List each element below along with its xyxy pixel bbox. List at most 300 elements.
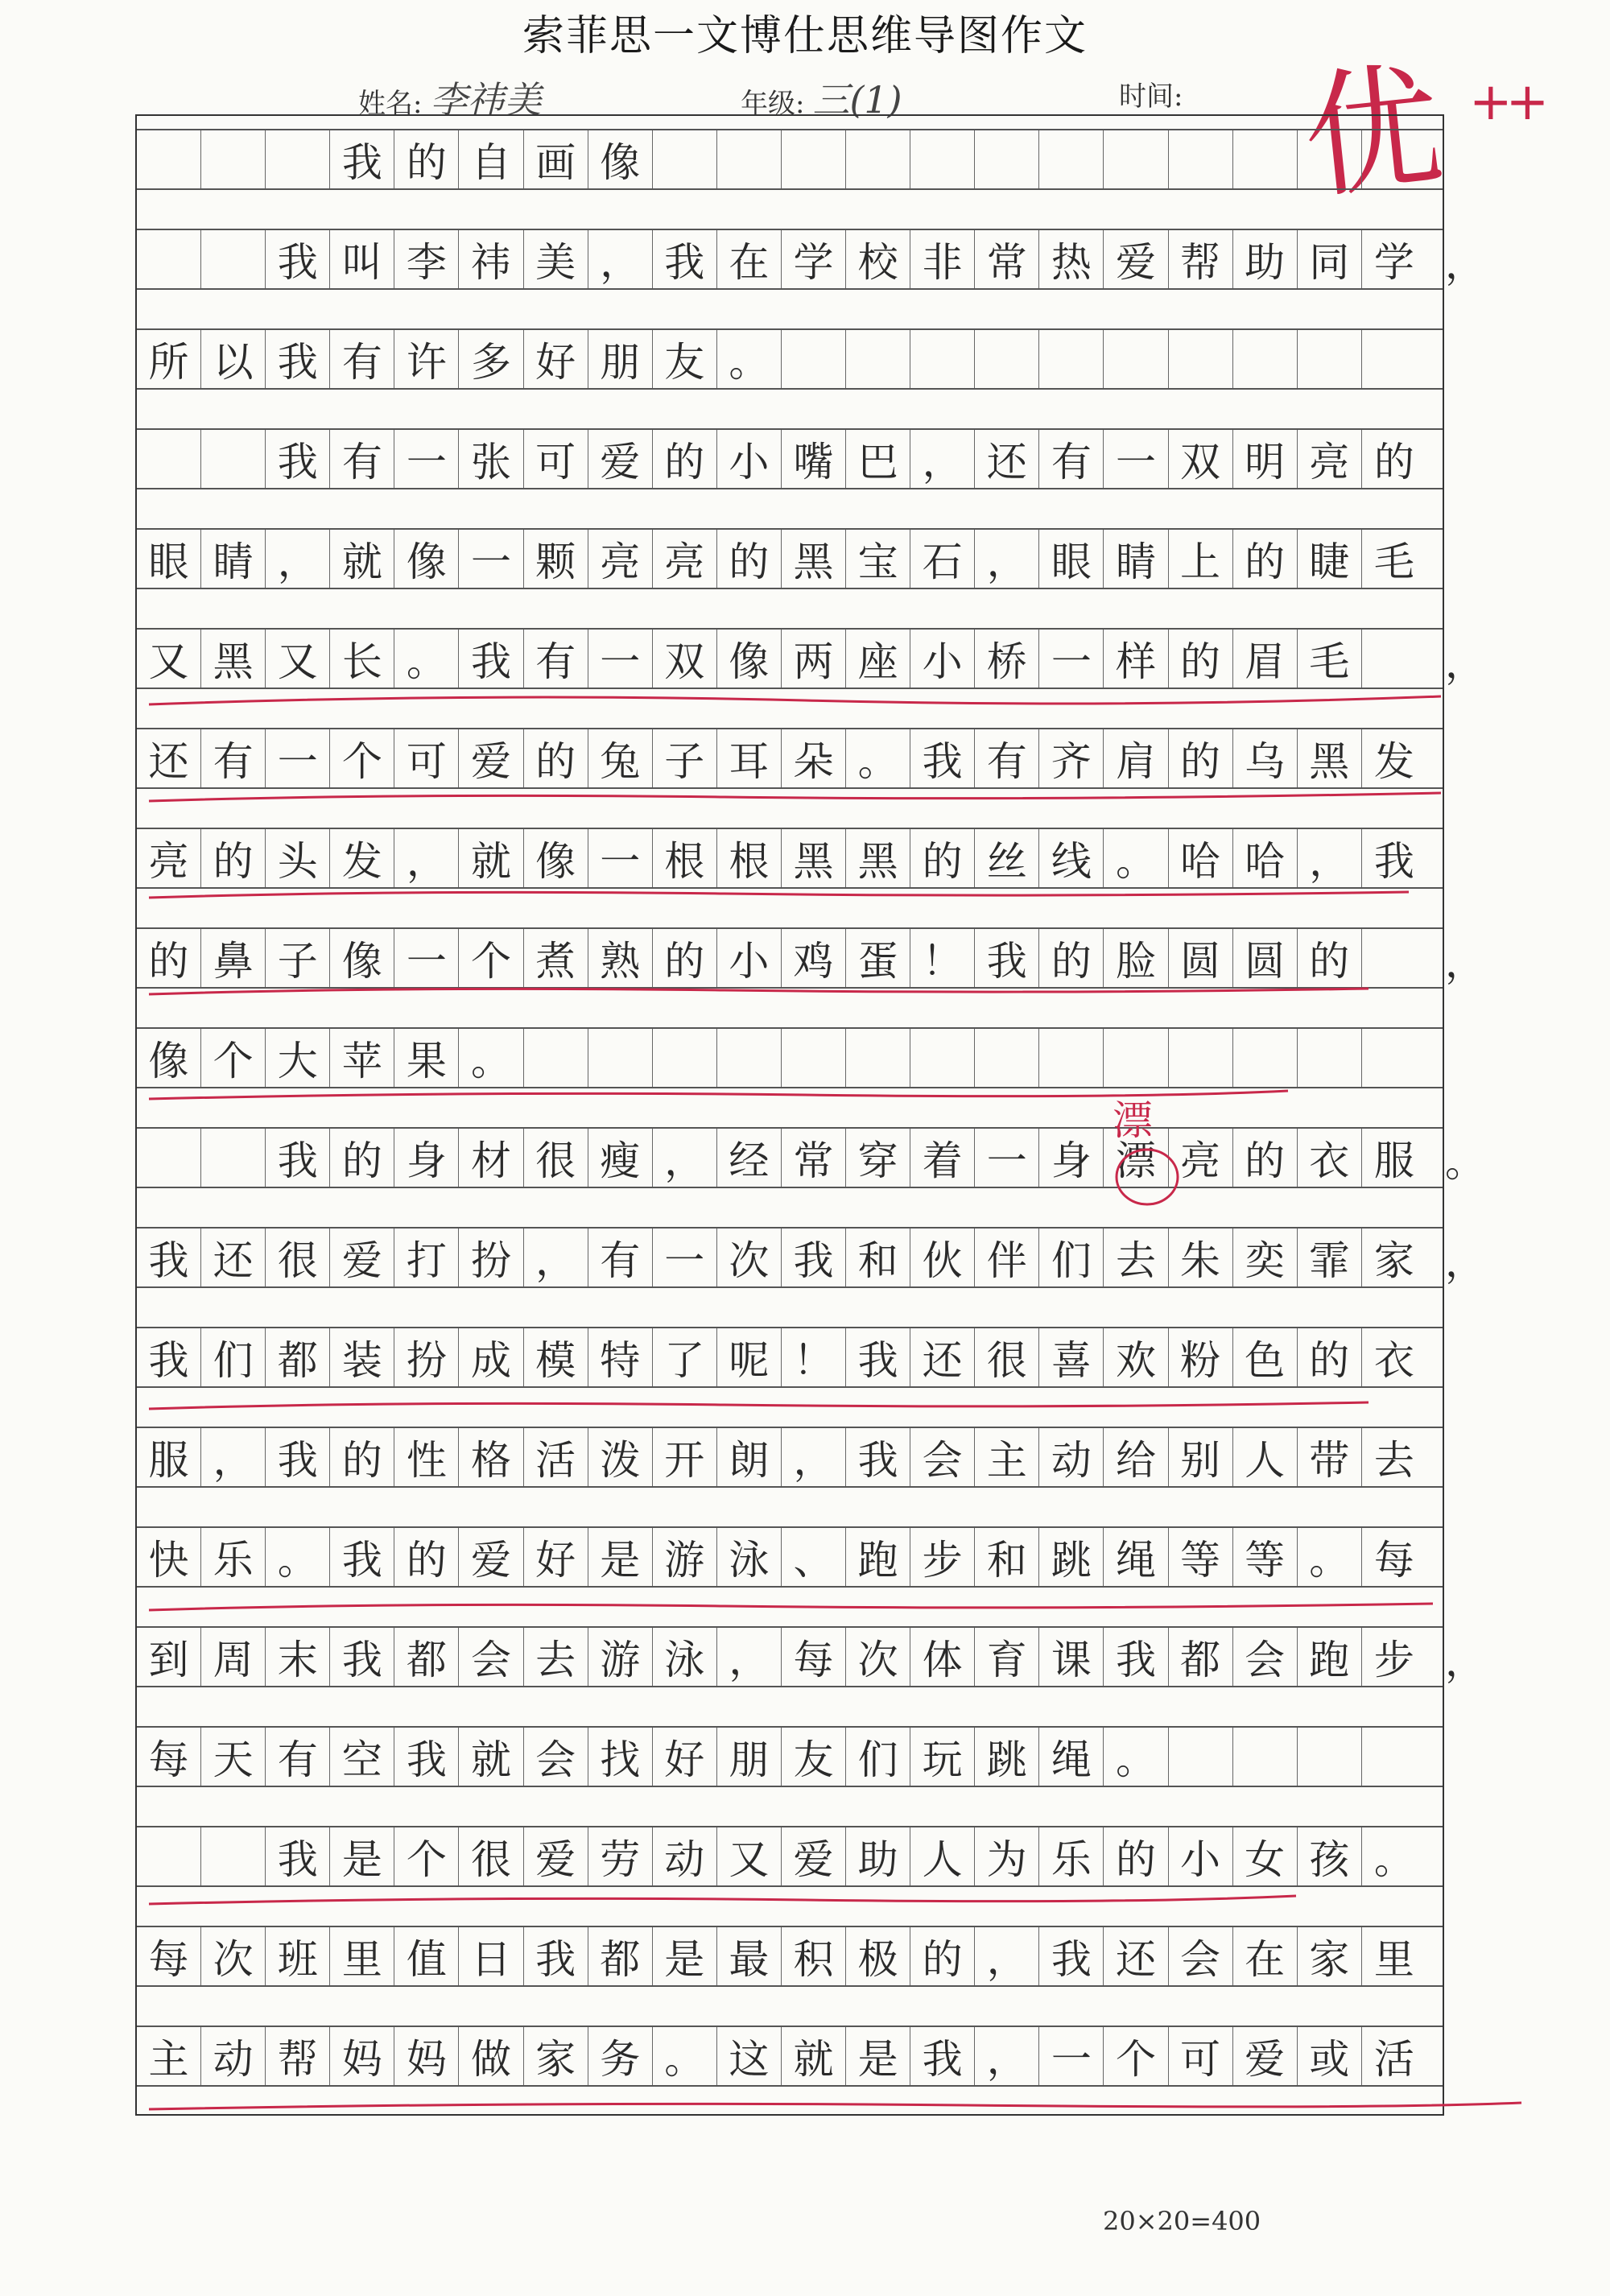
grid-cell: 的 [910,829,975,887]
grid-cell: 黑 [201,630,266,688]
grade-value: 三(1) [812,78,902,122]
correction-note: 漂 [1113,1097,1153,1144]
grid-cell [137,1129,201,1187]
grid-cell: 很 [459,1827,523,1885]
grid-cell: 的 [201,829,266,887]
grid-cell: 根 [653,829,717,887]
grid-cell: 眼 [1039,530,1104,588]
grid-cell: 主 [975,1428,1039,1486]
grid-spec-footer: 20×20=400 [1103,2206,1261,2236]
grid-cell [975,1029,1039,1087]
grid-cell: 的 [1039,929,1104,987]
grid-cell: 自 [459,130,523,188]
grid-cell: 苹 [330,1029,394,1087]
grid-cell: 一 [975,1129,1039,1187]
grid-cell: 我 [782,1229,846,1286]
grid-cell: 我 [137,1328,201,1386]
grid-row [137,1127,1443,1188]
grid-cell: 。 [266,1528,330,1586]
grid-cell: 亮 [1169,1129,1233,1187]
grid-cell: 我 [1104,1628,1168,1686]
grid-cell [975,130,1039,188]
grid-cell: 毛 [1373,539,1414,585]
grid-cell: 学 [782,230,846,288]
grid-cell: 朋 [588,330,653,388]
grid-cell: 都 [1169,1628,1233,1686]
grid-cell: 就 [459,829,523,887]
grid-cell: 上 [1169,530,1233,588]
grid-cell: 我 [394,1728,459,1786]
grid-cell: 课 [1039,1628,1104,1686]
grid-cell: 我 [459,630,523,688]
grid-cell: ， [782,1428,846,1486]
grid-cell: 。 [1373,1836,1414,1883]
grid-cell: 绳 [1104,1528,1168,1586]
grid-cell: 找 [588,1728,653,1786]
grid-cell: 亮 [1298,430,1362,488]
grid-cell [1039,130,1104,188]
grid-row [137,828,1443,889]
grid-cell: 兔 [588,729,653,787]
grid-cell: 泳 [717,1528,782,1586]
grid-cell: 的 [653,929,717,987]
grid-cell: 最 [717,1927,782,1985]
time-label: 时间: [1119,81,1183,113]
grid-cell [717,130,782,188]
grid-cell: 眼 [137,530,201,588]
grid-cell: 长 [330,630,394,688]
grid-cell: 。 [846,729,910,787]
grid-cell: 睫 [1298,530,1362,588]
grid-cell: 是 [846,2027,910,2085]
name-value: 李祎美 [430,78,542,122]
grid-cell: 色 [1233,1328,1298,1386]
grid-cell: 果 [394,1029,459,1087]
grid-cell: 个 [201,1029,266,1087]
grid-row [137,1427,1443,1488]
grid-row [137,1626,1443,1687]
grid-cell: 为 [975,1827,1039,1885]
grid-cell: 爱 [459,729,523,787]
grid-cell: 的 [1169,630,1233,688]
grid-cell [1298,130,1362,188]
overflow-punctuation: ， [1445,939,1485,986]
grid-cell: 人 [910,1827,975,1885]
grid-cell: 一 [653,1229,717,1286]
grid-cell: 好 [653,1728,717,1786]
grid-cell: 去 [1373,1437,1414,1484]
grid-cell: 叫 [330,230,394,288]
grid-cell: 材 [459,1129,523,1187]
grid-cell: 爱 [1104,230,1168,288]
grid-cell: 帮 [1169,230,1233,288]
grid-cell: 常 [975,230,1039,288]
grid-row [137,1227,1443,1288]
grid-cell [201,230,266,288]
grid-cell: 耳 [717,729,782,787]
grid-cell: 像 [137,1029,201,1087]
grid-cell: ， [975,1927,1039,1985]
grid-cell: 去 [1104,1229,1168,1286]
grid-cell: 头 [266,829,330,887]
grid-cell: 像 [588,130,653,188]
grid-cell: 美 [524,230,588,288]
grid-cell: 是 [330,1827,394,1885]
grid-cell: 里 [1373,1936,1414,1983]
grid-cell: 我 [266,1827,330,1885]
grid-cell: 每 [137,1927,201,1985]
grid-cell: 子 [653,729,717,787]
grid-cell: 、 [782,1528,846,1586]
grid-cell: 育 [975,1628,1039,1686]
grid-cell: 睛 [1104,530,1168,588]
grid-cell: 同 [1298,230,1362,288]
grid-cell: 发 [330,829,394,887]
grid-cell: 两 [782,630,846,688]
grid-cell: 身 [394,1129,459,1187]
grid-cell: 有 [330,330,394,388]
grid-cell [1233,1029,1298,1087]
grid-cell: 衣 [1298,1129,1362,1187]
grid-cell: 爱 [1233,2027,1298,2085]
grid-cell: 乐 [1039,1827,1104,1885]
grid-cell: ， [1298,829,1362,887]
grid-cell: 漂 [1104,1129,1168,1187]
grid-cell: 可 [524,430,588,488]
grid-row [137,728,1443,789]
grid-cell: 小 [717,430,782,488]
grid-cell: 一 [588,630,653,688]
grid-cell: 都 [266,1328,330,1386]
grid-cell: 。 [653,2027,717,2085]
grid-cell [524,1029,588,1087]
grid-cell: 我 [846,1428,910,1486]
grid-cell: 妈 [394,2027,459,2085]
grid-cell: 巴 [846,430,910,488]
grid-cell [1233,130,1298,188]
grid-cell: 会 [459,1628,523,1686]
grid-cell: ， [394,829,459,887]
grid-cell: 活 [1373,2036,1414,2083]
grid-cell: 跑 [1298,1628,1362,1686]
grid-cell: 又 [717,1827,782,1885]
grid-cell: 家 [1298,1927,1362,1985]
grid-cell: 亮 [653,530,717,588]
grid-cell: 的 [330,1428,394,1486]
grid-cell: 一 [588,829,653,887]
grid-cell: 女 [1233,1827,1298,1885]
grid-cell: 。 [459,1029,523,1087]
grid-cell: 。 [394,630,459,688]
grid-cell: 帮 [266,2027,330,2085]
grid-cell: 每 [782,1628,846,1686]
grid-cell [653,1029,717,1087]
grid-cell: 日 [459,1927,523,1985]
grid-cell: 爱 [330,1229,394,1286]
grid-cell: 和 [846,1229,910,1286]
grid-cell: 个 [459,929,523,987]
grid-cell: 在 [1233,1927,1298,1985]
grid-cell: 绳 [1039,1728,1104,1786]
grid-cell [782,130,846,188]
grid-cell: 会 [1169,1927,1233,1985]
overflow-punctuation: ， [1445,1239,1485,1286]
grid-cell: 发 [1373,738,1414,785]
grid-cell [137,430,201,488]
grid-cell: 一 [394,430,459,488]
grid-cell: 。 [717,330,782,388]
grid-cell: 肩 [1104,729,1168,787]
grid-cell: 线 [1039,829,1104,887]
grid-cell: 到 [137,1628,201,1686]
grid-cell: 个 [1104,2027,1168,2085]
grid-cell [717,1029,782,1087]
grid-cell [1362,929,1426,987]
grid-cell: 是 [653,1927,717,1985]
grid-cell: 我 [330,1528,394,1586]
grid-cell: 煮 [524,929,588,987]
grid-cell: 我 [910,2027,975,2085]
grid-cell: 有 [201,729,266,787]
grid-row [137,1027,1443,1088]
grid-cell: 我 [266,1129,330,1187]
grid-cell: 值 [394,1927,459,1985]
grade-label: 年级: [741,88,805,120]
grid-cell: 会 [524,1728,588,1786]
overflow-punctuation: ， [1445,640,1485,687]
grid-cell: 特 [588,1328,653,1386]
grid-row [137,229,1443,290]
grid-cell: 格 [459,1428,523,1486]
grid-cell [1233,330,1298,388]
grid-cell: 有 [266,1728,330,1786]
grid-cell: 瘦 [588,1129,653,1187]
grid-cell [910,330,975,388]
grid-cell: 我 [137,1229,201,1286]
grid-cell: 的 [910,1927,975,1985]
grid-cell: 装 [330,1328,394,1386]
grid-row [137,129,1443,190]
grid-cell [201,430,266,488]
grid-cell: 一 [459,530,523,588]
grid-cell: 粉 [1169,1328,1233,1386]
page-title: 索菲思一文博仕思维导图作文 [522,12,1088,60]
grid-cell: 好 [524,330,588,388]
grid-cell: 泼 [588,1428,653,1486]
grid-cell: 衣 [1373,1337,1414,1384]
grid-cell: 这 [717,2027,782,2085]
grid-cell: 奕 [1233,1229,1298,1286]
grid-row [137,1826,1443,1887]
grid-cell: 游 [653,1528,717,1586]
grid-cell: 的 [1233,530,1298,588]
grid-cell: 的 [717,530,782,588]
grid-cell: 常 [782,1129,846,1187]
grid-cell: 服 [1373,1138,1414,1184]
grid-cell: 像 [330,929,394,987]
grid-cell: 们 [846,1728,910,1786]
grid-cell: 呢 [717,1328,782,1386]
grid-cell [201,1827,266,1885]
grid-cell: ！ [910,929,975,987]
grid-cell: 可 [1169,2027,1233,2085]
grid-cell: 朗 [717,1428,782,1486]
grid-cell: 成 [459,1328,523,1386]
grid-cell: 周 [201,1628,266,1686]
grid-cell: 每 [137,1728,201,1786]
grid-cell: 非 [910,230,975,288]
grid-cell: 一 [1039,2027,1104,2085]
grid-cell: 空 [330,1728,394,1786]
grid-cell [910,130,975,188]
grid-cell: 动 [1039,1428,1104,1486]
grid-cell: 多 [459,330,523,388]
grid-cell: 黑 [846,829,910,887]
grid-cell [1362,1728,1426,1786]
grid-cell: 们 [1039,1229,1104,1286]
grid-cell: 的 [330,1129,394,1187]
grid-cell: 跑 [846,1528,910,1586]
grid-cell: 哈 [1233,829,1298,887]
grid-cell: 就 [459,1728,523,1786]
grid-cell: 的 [1233,1129,1298,1187]
grid-cell: 跳 [975,1728,1039,1786]
grid-cell: 跳 [1039,1528,1104,1586]
grid-cell: 还 [1104,1927,1168,1985]
grid-cell: 欢 [1104,1328,1168,1386]
grid-cell: ， [975,2027,1039,2085]
grid-cell: 里 [330,1927,394,1985]
grid-cell: 班 [266,1927,330,1985]
grid-cell: 喜 [1039,1328,1104,1386]
grid-cell [910,1029,975,1087]
grid-cell: 每 [1373,1537,1414,1584]
grid-cell: 所 [137,330,201,388]
grid-row [137,1526,1443,1588]
grid-cell: 。 [1104,1728,1168,1786]
grid-cell: 个 [330,729,394,787]
grid-cell: 黑 [1298,729,1362,787]
grid-cell: ！ [782,1328,846,1386]
grid-cell: 丝 [975,829,1039,887]
grid-cell: ， [975,530,1039,588]
grid-cell: 祎 [459,230,523,288]
grid-cell: 齐 [1039,729,1104,787]
grid-cell: 或 [1298,2027,1362,2085]
grid-cell: 睛 [201,530,266,588]
grid-cell: 做 [459,2027,523,2085]
grid-cell: 体 [910,1628,975,1686]
grid-cell: 一 [266,729,330,787]
grid-cell: 伙 [910,1229,975,1286]
grid-cell: 我 [266,430,330,488]
grid-cell: 的 [137,929,201,987]
grid-cell: 很 [524,1129,588,1187]
grid-row [137,1926,1443,1987]
grid-cell: 的 [1104,1827,1168,1885]
grid-cell: 活 [524,1428,588,1486]
grid-cell [1169,330,1233,388]
grid-cell: 。 [1298,1528,1362,1586]
grid-cell: 孩 [1298,1827,1362,1885]
grid-cell: 乐 [201,1528,266,1586]
grid-cell: 画 [524,130,588,188]
grid-cell [1169,1728,1233,1786]
grid-cell: 别 [1169,1428,1233,1486]
grid-cell: 有 [588,1229,653,1286]
grid-cell: 颗 [524,530,588,588]
grid-cell [1169,1029,1233,1087]
overflow-punctuation: 。 [1445,1139,1485,1186]
grid-cell: 圆 [1233,929,1298,987]
grid-cell: 可 [394,729,459,787]
grid-cell: 的 [653,430,717,488]
grid-cell: 次 [717,1229,782,1286]
grid-cell: 双 [1169,430,1233,488]
grid-cell: 极 [846,1927,910,1985]
grid-cell: 妈 [330,2027,394,2085]
grid-cell: 等 [1233,1528,1298,1586]
grid-cell: 样 [1104,630,1168,688]
grid-row [137,628,1443,689]
grid-cell [1298,330,1362,388]
grid-cell: 经 [717,1129,782,1187]
grid-cell: 张 [459,430,523,488]
grid-cell [1039,1029,1104,1087]
grid-cell: 扮 [459,1229,523,1286]
grid-cell: 助 [846,1827,910,1885]
grid-cell: 双 [653,630,717,688]
grid-cell: 又 [137,630,201,688]
grid-cell [588,1029,653,1087]
grid-cell: 步 [1373,1637,1414,1683]
grid-cell: 动 [653,1827,717,1885]
grid-cell: 末 [266,1628,330,1686]
grid-cell: 打 [394,1229,459,1286]
grid-cell: 的 [1169,729,1233,787]
grid-cell: 扮 [394,1328,459,1386]
grid-cell: 学 [1373,239,1414,286]
grid-cell: 积 [782,1927,846,1985]
grid-cell: 石 [910,530,975,588]
grid-cell: 模 [524,1328,588,1386]
grid-cell: 我 [1373,838,1414,885]
grid-cell: 会 [910,1428,975,1486]
grid-cell: 我 [1039,1927,1104,1985]
name-label: 姓名: [358,88,423,120]
grid-cell: 们 [201,1328,266,1386]
grid-cell: 性 [394,1428,459,1486]
grid-cell: 小 [717,929,782,987]
grid-cell: 爱 [524,1827,588,1885]
grid-cell: 脸 [1104,929,1168,987]
grid-cell: 黑 [782,530,846,588]
grid-cell: 的 [1373,439,1414,485]
grid-cell: 圆 [1169,929,1233,987]
grid-cell: ， [524,1229,588,1286]
grid-cell: 像 [717,630,782,688]
grid-row [137,1327,1443,1388]
grid-cell: 次 [201,1927,266,1985]
grid-cell: 我 [846,1328,910,1386]
grid-cell: 校 [846,230,910,288]
grid-cell [1362,330,1426,388]
grid-cell [1104,330,1168,388]
grade-mark: 优 [1296,46,1449,220]
grid-cell: ， [266,530,330,588]
overflow-punctuation: ， [1445,241,1485,287]
grid-row [137,428,1443,489]
